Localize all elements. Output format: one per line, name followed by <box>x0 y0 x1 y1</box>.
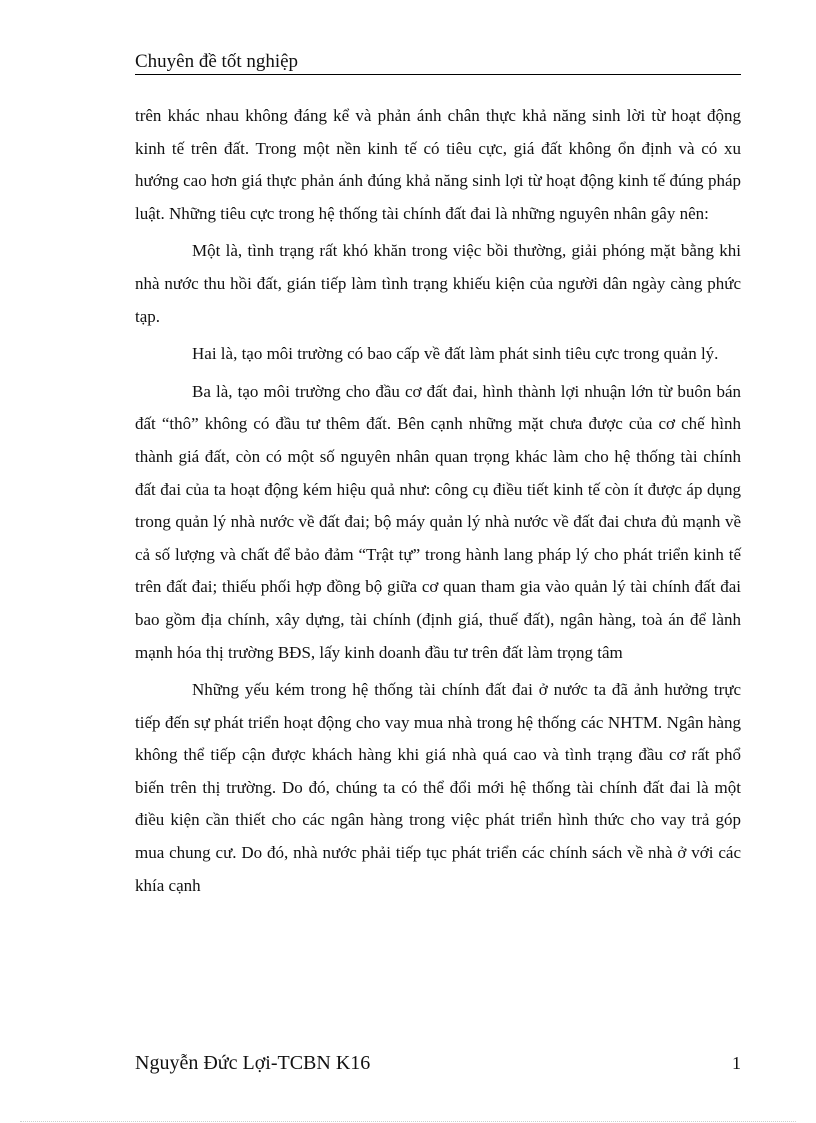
page-bottom-divider <box>20 1121 796 1122</box>
body-text <box>135 100 741 907</box>
paragraph: Hai là, tạo môi trường có bao cấp về đất làm phát sinh tiêu cực trong quản lý. <box>192 344 719 364</box>
document-title: Chuyên đề tốt nghiệp <box>135 51 299 72</box>
page-number: 1 <box>732 1053 741 1073</box>
paragraph: Ba là, tạo môi trường cho đầu cơ đất đai, hình thành lợi nhuận lớn từ buôn bán đất “thô” không có đầu tư thêm đất. Bên cạnh những mặt chưa được của cơ chế hình thành giá đất, còn có một số nguyên nhân quan trọng khác làm cho hệ thống tài chính đất đai của ta hoạt động kém hiệu quả như: công cụ điều tiết kinh tế còn ít được áp dụng trong quản lý nhà nước về đất đai; bộ máy quản lý nhà nước về đất đai chưa đủ mạnh về cả số lượng và chất để bảo đảm “Trật tự” trong hành lang pháp lý cho phát triển kinh tế trên đất đai; thiếu phối hợp đồng bộ giữa cơ quan tham gia vào quản lý tài chính đất đai bao gồm địa chính, xây dựng, tài chính (định giá, thuế đất), ngân hàng, toà án để lành mạnh hóa thị trường BĐS, lấy kinh doanh đầu tư trên đất làm trọng tâm <box>135 381 741 662</box>
page-header <box>135 50 741 75</box>
footer-author: Nguyễn Đức Lợi-TCBN K16 <box>135 1052 371 1074</box>
paragraph: trên khác nhau không đáng kể và phản ánh chân thực khả năng sinh lời từ hoạt động kinh tế trên đất. Trong một nền kinh tế có tiêu cực, giá đất không ổn định và có xu hướng cao hơn giá thực phản ánh đúng khả năng sinh lợi từ hoạt động kinh tế đúng pháp luật. Những tiêu cực trong hệ thống tài chính đất đai là những nguyên nhân gây nên: <box>135 106 741 223</box>
paragraph: Một là, tình trạng rất khó khăn trong việc bồi thường, giải phóng mặt bằng khi nhà nước thu hồi đất, gián tiếp làm tình trạng khiếu kiện của người dân ngày càng phức tạp. <box>135 241 741 326</box>
paragraph: Những yếu kém trong hệ thống tài chính đất đai ở nước ta đã ảnh hưởng trực tiếp đến sự phát triển hoạt động cho vay mua nhà trong hệ thống các NHTM. Ngân hàng không thể tiếp cận được khách hàng khi giá nhà quá cao và tình trạng đầu cơ rất phổ biến trên thị trường. Do đó, chúng ta có thể đổi mới hệ thống tài chính đất đai là một điều kiện cần thiết cho các ngân hàng trong việc phát triển hình thức cho vay trả góp mua chung cư. Do đó, nhà nước phải tiếp tục phát triển các chính sách về nhà ở với các khía cạnh <box>135 680 741 895</box>
